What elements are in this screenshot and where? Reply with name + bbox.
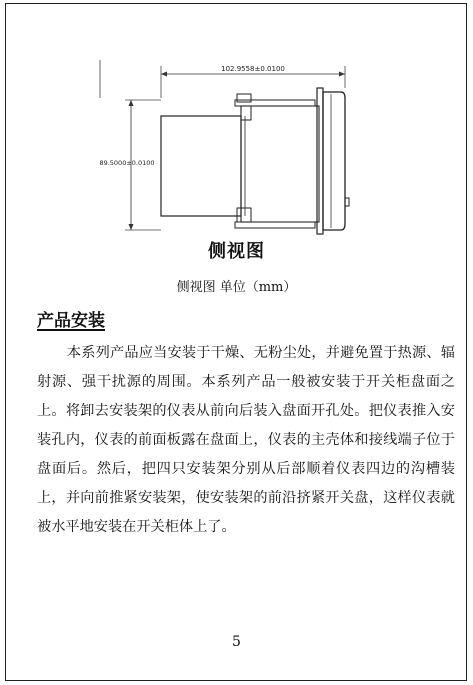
- width-dimension-label: 102.9558±0.0100: [221, 65, 285, 73]
- figure-caption: 侧视图 单位（mm）: [176, 280, 297, 295]
- page-number: 5: [232, 634, 241, 650]
- height-dimension-label: 89.5000±0.0100: [99, 159, 155, 167]
- drawing-title: 侧视图: [208, 241, 265, 262]
- section-heading: 产品安装: [37, 311, 105, 331]
- installation-paragraph: 本系列产品应当安装于干燥、无粉尘处，并避免置于热源、辐射源、强干扰源的周围。本系列产品一般被安装于开关柜盘面之上。将卸去安装架的仪表从前向后装入盘面开孔处。把仪表推入安装孔内，仪表的前面板露在盘面上，仪表的主壳体和接线端子位于盘面后。然后，把四只安装架分别从后部顺着仪表四边的沟槽装上，并向前推紧安装架，使安装架的前沿挤紧开关盘，这样仪表就被水平地安装在开关柜体上了。: [37, 345, 455, 535]
- side-view-drawing: [95, 58, 365, 243]
